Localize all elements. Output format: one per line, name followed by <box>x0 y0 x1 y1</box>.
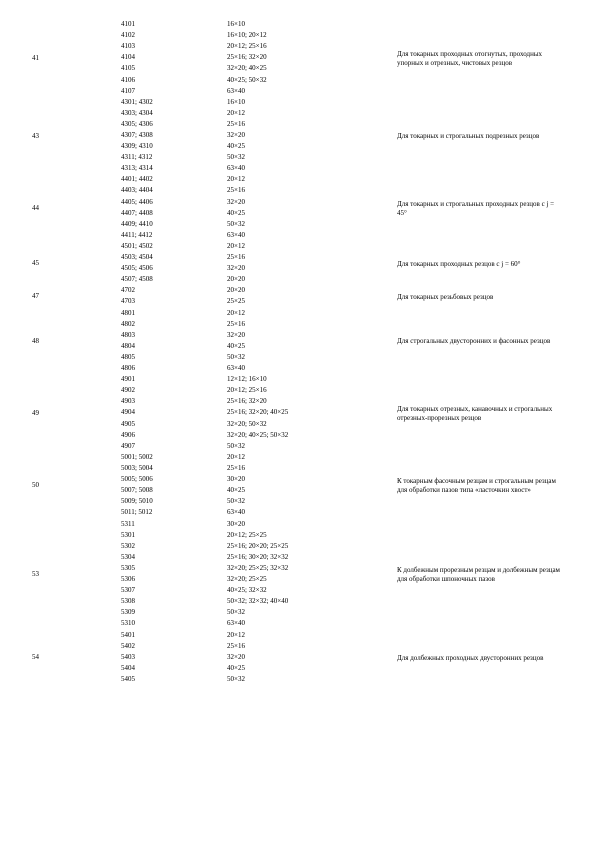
holder-code: 4105 <box>121 64 135 73</box>
holder-group-48 <box>0 309 595 376</box>
holder-code: 4903 <box>121 397 135 406</box>
table-row <box>0 120 595 131</box>
holder-code: 4505; 4506 <box>121 264 153 273</box>
holder-code: 4507; 4508 <box>121 275 153 284</box>
holder-code: 5003; 5004 <box>121 463 153 472</box>
holder-code: 4305; 4306 <box>121 119 153 128</box>
table-row <box>0 242 595 253</box>
holder-code: 4411; 4412 <box>121 230 153 239</box>
shank-sizes: 20×12; 25×16 <box>227 42 267 51</box>
holder-code: 4311; 4312 <box>121 153 153 162</box>
group-description: Для токарных проходных отогнутых, проходных упорных и отрезных, чистовых резцов <box>397 49 543 67</box>
shank-sizes: 40×25; 32×32 <box>227 586 267 595</box>
table-row <box>0 353 595 364</box>
table-row <box>0 76 595 87</box>
shank-sizes: 32×20; 40×25; 50×32 <box>227 430 289 439</box>
table-row <box>0 508 595 519</box>
table-row <box>0 597 595 608</box>
shank-sizes: 50×32 <box>227 153 245 162</box>
holder-code: 4403; 4404 <box>121 186 153 195</box>
holder-code: 4702 <box>121 286 135 295</box>
table-row <box>0 309 595 320</box>
table-row <box>0 442 595 453</box>
shank-sizes: 16×10 <box>227 97 245 106</box>
group-number: 47 <box>32 292 39 301</box>
shank-sizes: 32×20 <box>227 330 245 339</box>
shank-sizes: 12×12; 16×10 <box>227 375 267 384</box>
shank-sizes: 20×12 <box>227 175 245 184</box>
holder-code: 5401 <box>121 630 135 639</box>
group-description: Для строгальных двусторонних и фасонных резцов <box>397 337 551 346</box>
shank-sizes: 30×20 <box>227 519 245 528</box>
shank-sizes: 30×20 <box>227 475 245 484</box>
holder-code: 4501; 4502 <box>121 242 153 250</box>
table-row <box>0 153 595 164</box>
holder-group-44 <box>0 175 595 242</box>
table-row <box>0 431 595 442</box>
group-description: Для токарных резьбовых резцов <box>397 292 494 301</box>
holder-code: 5405 <box>121 674 135 683</box>
shank-sizes: 32×20 <box>227 652 245 661</box>
holder-code: 4313; 4314 <box>121 164 153 173</box>
group-number: 49 <box>32 409 39 418</box>
holder-code: 4303; 4304 <box>121 108 153 117</box>
holder-code: 5306 <box>121 575 135 583</box>
holder-code: 4409; 4410 <box>121 219 153 228</box>
shank-sizes: 50×32; 32×32; 40×40 <box>227 597 289 606</box>
holder-code: 5007; 5008 <box>121 486 153 495</box>
table-row <box>0 553 595 564</box>
shank-sizes: 20×20 <box>227 275 245 284</box>
shank-sizes: 50×32 <box>227 608 245 617</box>
holder-code: 5305 <box>121 563 135 572</box>
holder-code: 5311 <box>121 519 135 528</box>
holder-code: 4405; 4406 <box>121 197 153 206</box>
table-row <box>0 231 595 242</box>
holder-code: 4101 <box>121 20 135 28</box>
table-row <box>0 531 595 542</box>
table-row <box>0 164 595 175</box>
holder-code: 4103 <box>121 42 135 51</box>
shank-sizes: 25×16 <box>227 641 245 650</box>
shank-sizes: 32×20; 25×25 <box>227 575 267 583</box>
shank-sizes: 25×16; 20×20; 25×25 <box>227 541 289 550</box>
table-row <box>0 275 595 286</box>
shank-sizes: 40×25 <box>227 142 245 151</box>
holder-code: 4901 <box>121 375 135 384</box>
table-row <box>0 109 595 120</box>
holder-code: 4106 <box>121 75 135 84</box>
shank-sizes: 25×16 <box>227 186 245 195</box>
table-row <box>0 520 595 531</box>
holder-code: 5310 <box>121 619 135 628</box>
table-row <box>0 186 595 197</box>
shank-sizes: 25×16; 32×20 <box>227 397 267 406</box>
shank-sizes: 20×12; 25×16 <box>227 386 267 395</box>
shank-sizes: 16×10 <box>227 20 245 28</box>
holder-code: 4801 <box>121 308 135 317</box>
group-description: Для токарных и строгальных подрезных резцов <box>397 132 540 141</box>
shank-sizes: 40×25 <box>227 208 245 217</box>
shank-sizes: 32×20; 40×25 <box>227 64 267 73</box>
table-row <box>0 642 595 653</box>
table-row <box>0 497 595 508</box>
group-number: 44 <box>32 203 39 212</box>
shank-sizes: 20×12 <box>227 308 245 317</box>
shank-sizes: 50×32 <box>227 497 245 506</box>
holder-code: 4102 <box>121 31 135 40</box>
group-description: Для токарных и строгальных проходных резцов с j = 45° <box>397 199 555 217</box>
table-row <box>0 142 595 153</box>
holder-code: 4805 <box>121 352 135 361</box>
shank-sizes: 63×40 <box>227 364 245 373</box>
group-description: Для долбежных проходных двусторонних резцов <box>397 653 544 662</box>
group-description: Для токарных проходных резцов с j = 60° <box>397 259 521 268</box>
table-row <box>0 619 595 630</box>
holder-code: 5404 <box>121 663 135 672</box>
holder-code: 4806 <box>121 364 135 373</box>
shank-sizes: 32×20; 50×32 <box>227 419 267 428</box>
shank-sizes: 20×12 <box>227 630 245 639</box>
holder-code: 5309 <box>121 608 135 617</box>
holder-code: 4703 <box>121 297 135 306</box>
table-row <box>0 386 595 397</box>
table-row <box>0 464 595 475</box>
holder-code: 5403 <box>121 652 135 661</box>
shank-sizes: 40×25 <box>227 341 245 350</box>
holder-code: 4902 <box>121 386 135 395</box>
table-row <box>0 608 595 619</box>
holder-code: 4407; 4408 <box>121 208 153 217</box>
table-row <box>0 586 595 597</box>
holder-code: 4802 <box>121 319 135 328</box>
shank-sizes: 50×32 <box>227 674 245 683</box>
holder-code: 4905 <box>121 419 135 428</box>
table-row <box>0 631 595 642</box>
holder-code: 5402 <box>121 641 135 650</box>
holder-code: 4804 <box>121 341 135 350</box>
holder-code: 5302 <box>121 541 135 550</box>
group-number: 50 <box>32 481 39 490</box>
shank-sizes: 32×20 <box>227 264 245 273</box>
holder-code: 5001; 5002 <box>121 452 153 461</box>
group-number: 43 <box>32 131 39 140</box>
shank-sizes: 25×16 <box>227 119 245 128</box>
shank-sizes: 50×32 <box>227 352 245 361</box>
holder-group-43 <box>0 98 595 176</box>
table-row <box>0 375 595 386</box>
shank-sizes: 40×25; 50×32 <box>227 75 267 84</box>
shank-sizes: 40×25 <box>227 486 245 495</box>
table-row <box>0 453 595 464</box>
holder-code: 4906 <box>121 430 135 439</box>
holder-code: 4907 <box>121 441 135 450</box>
holder-group-53 <box>0 520 595 631</box>
group-description: Для токарных отрезных, канавочных и строгальных отрезных-прорезных резцов <box>397 405 553 423</box>
shank-sizes: 25×16; 32×20 <box>227 53 267 62</box>
holder-code: 5307 <box>121 586 135 595</box>
shank-sizes: 20×20 <box>227 286 245 295</box>
holder-code: 4904 <box>121 408 135 417</box>
table-row <box>0 664 595 675</box>
table-row <box>0 320 595 331</box>
holder-code: 5009; 5010 <box>121 497 153 506</box>
group-description: К токарным фасочным резцам и строгальным резцам для обработки пазов типа «ласточкин хвост» <box>397 477 556 495</box>
holder-group-50 <box>0 453 595 520</box>
shank-sizes: 32×20 <box>227 197 245 206</box>
holder-code: 4503; 4504 <box>121 253 153 262</box>
shank-sizes: 25×25 <box>227 297 245 306</box>
shank-sizes: 32×20; 25×25; 32×32 <box>227 563 289 572</box>
holder-group-49 <box>0 375 595 453</box>
shank-sizes: 20×12 <box>227 108 245 117</box>
table-row <box>0 542 595 553</box>
shank-sizes: 63×40 <box>227 86 245 95</box>
holder-code: 5304 <box>121 552 135 561</box>
shank-sizes: 32×20 <box>227 130 245 139</box>
group-number: 48 <box>32 336 39 345</box>
shank-sizes: 20×12 <box>227 242 245 250</box>
group-number: 41 <box>32 53 39 62</box>
holder-code: 4803 <box>121 330 135 339</box>
shank-sizes: 25×16; 32×20; 40×25 <box>227 408 289 417</box>
holder-code: 5005; 5006 <box>121 475 153 484</box>
shank-sizes: 20×12; 25×25 <box>227 530 267 539</box>
group-description: К долбежным прорезным резцам и долбежным резцам для обработки шпоночных пазов <box>397 566 560 583</box>
shank-sizes: 63×40 <box>227 508 245 517</box>
shank-sizes: 50×32 <box>227 441 245 450</box>
holder-code: 4401; 4402 <box>121 175 153 184</box>
table-row <box>0 364 595 375</box>
shank-sizes: 25×16 <box>227 319 245 328</box>
holder-group-54 <box>0 631 595 687</box>
group-number: 45 <box>32 259 39 268</box>
holder-code: 4307; 4308 <box>121 130 153 139</box>
holder-code: 4309; 4310 <box>121 142 153 151</box>
shank-sizes: 63×40 <box>227 619 245 628</box>
shank-sizes: 25×16 <box>227 463 245 472</box>
holder-group-41 <box>0 20 595 98</box>
shank-sizes: 25×16 <box>227 253 245 262</box>
table-row <box>0 220 595 231</box>
holder-group-45 <box>0 242 595 286</box>
holder-code: 4107 <box>121 86 135 95</box>
table-row <box>0 31 595 42</box>
holder-code: 5308 <box>121 597 135 606</box>
table-row <box>0 87 595 98</box>
shank-sizes: 20×12 <box>227 452 245 461</box>
holder-code: 4301; 4302 <box>121 97 153 106</box>
table-row <box>0 175 595 186</box>
table-row <box>0 675 595 686</box>
group-number: 54 <box>32 653 39 662</box>
table-row <box>0 98 595 109</box>
shank-sizes: 40×25 <box>227 663 245 672</box>
shank-sizes: 63×40 <box>227 230 245 239</box>
holder-group-47 <box>0 286 595 308</box>
shank-sizes: 25×16; 30×20; 32×32 <box>227 552 289 561</box>
holder-code: 5301 <box>121 530 135 539</box>
shank-sizes: 16×10; 20×12 <box>227 31 267 40</box>
holder-code: 5011; 5012 <box>121 508 153 517</box>
group-number: 53 <box>32 570 39 578</box>
shank-sizes: 63×40 <box>227 164 245 173</box>
table-row <box>0 20 595 31</box>
holder-code: 4104 <box>121 53 135 62</box>
shank-sizes: 50×32 <box>227 219 245 228</box>
